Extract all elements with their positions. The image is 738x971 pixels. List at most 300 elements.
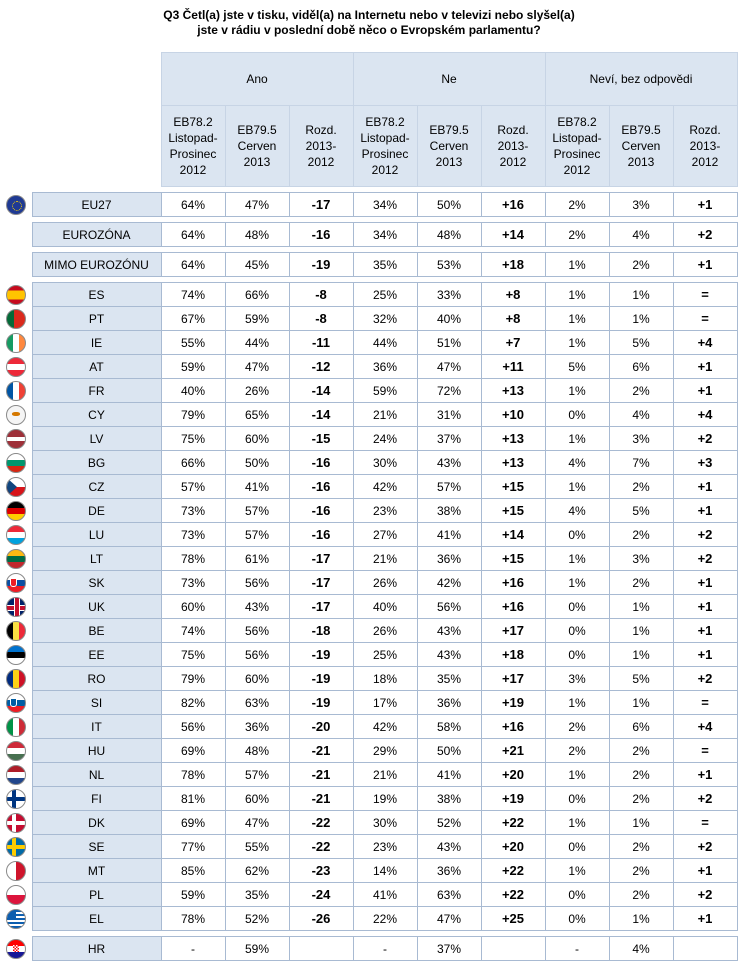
value-cell: 1% (609, 283, 673, 307)
value-cell: 18% (353, 667, 417, 691)
diff-cell: +2 (673, 427, 737, 451)
value-cell: 36% (417, 859, 481, 883)
value-cell: 1% (545, 379, 609, 403)
value-cell: 0% (545, 787, 609, 811)
value-cell: 65% (225, 403, 289, 427)
diff-cell: +22 (481, 811, 545, 835)
value-cell: 2% (609, 253, 673, 277)
value-cell: 2% (609, 379, 673, 403)
value-cell: 48% (225, 739, 289, 763)
diff-cell: +18 (481, 253, 545, 277)
value-cell: 75% (161, 643, 225, 667)
value-cell: 78% (161, 547, 225, 571)
flag-cell (0, 715, 32, 739)
value-cell: - (353, 937, 417, 961)
value-cell: 36% (417, 547, 481, 571)
diff-cell: +19 (481, 691, 545, 715)
diff-cell: -24 (289, 883, 353, 907)
value-cell: 1% (609, 691, 673, 715)
row-label: CZ (32, 475, 161, 499)
value-cell: 36% (225, 715, 289, 739)
uk-flag-icon (6, 597, 26, 617)
value-cell: 42% (353, 715, 417, 739)
row-label: SI (32, 691, 161, 715)
diff-cell: -23 (289, 859, 353, 883)
value-cell: 69% (161, 739, 225, 763)
diff-cell: -22 (289, 811, 353, 835)
table-row-si (0, 691, 737, 715)
value-cell: 58% (417, 715, 481, 739)
value-cell: 44% (353, 331, 417, 355)
diff-cell: +22 (481, 883, 545, 907)
diff-cell: = (673, 739, 737, 763)
value-cell: 35% (353, 253, 417, 277)
value-cell: 57% (225, 763, 289, 787)
value-cell: 0% (545, 595, 609, 619)
value-cell: 1% (545, 331, 609, 355)
value-cell: 60% (225, 427, 289, 451)
flag-cell (0, 355, 32, 379)
row-label: IT (32, 715, 161, 739)
diff-cell: +18 (481, 643, 545, 667)
row-label: MIMO EUROZÓNU (32, 253, 161, 277)
diff-cell: +14 (481, 523, 545, 547)
value-cell: 64% (161, 193, 225, 217)
diff-cell: +4 (673, 715, 737, 739)
diff-cell: +1 (673, 763, 737, 787)
diff-cell: +2 (673, 787, 737, 811)
value-cell: 40% (161, 379, 225, 403)
value-cell: - (545, 937, 609, 961)
row-label: HR (32, 937, 161, 961)
diff-cell: -21 (289, 763, 353, 787)
flag-cell (0, 547, 32, 571)
flag-cell (0, 937, 32, 961)
diff-cell: +16 (481, 571, 545, 595)
value-cell: 47% (417, 355, 481, 379)
lt-flag-icon (6, 549, 26, 569)
fr-flag-icon (6, 381, 26, 401)
value-cell: 27% (353, 523, 417, 547)
value-cell: 56% (161, 715, 225, 739)
value-cell: 41% (353, 883, 417, 907)
diff-cell: -12 (289, 355, 353, 379)
diff-cell: +14 (481, 223, 545, 247)
ie-flag-icon (6, 333, 26, 353)
diff-cell: -26 (289, 907, 353, 931)
row-label: PL (32, 883, 161, 907)
value-cell: 2% (609, 763, 673, 787)
value-cell: 3% (609, 427, 673, 451)
diff-cell: -17 (289, 193, 353, 217)
table-row-el (0, 907, 737, 931)
diff-cell: +20 (481, 763, 545, 787)
value-cell: 63% (417, 883, 481, 907)
value-cell: 2% (545, 739, 609, 763)
table-row-pl (0, 883, 737, 907)
table-row-cz (0, 475, 737, 499)
diff-cell: -14 (289, 379, 353, 403)
value-cell: 38% (417, 499, 481, 523)
diff-cell: +21 (481, 739, 545, 763)
diff-cell: = (673, 691, 737, 715)
value-cell: 57% (161, 475, 225, 499)
table-row-bg (0, 451, 737, 475)
flag-cell (0, 835, 32, 859)
value-cell: 1% (545, 475, 609, 499)
value-cell: 1% (545, 253, 609, 277)
diff-cell: -16 (289, 499, 353, 523)
group-header-ano: Ano (161, 53, 353, 106)
table-row-lt (0, 547, 737, 571)
flag-cell (0, 403, 32, 427)
table-row-dk (0, 811, 737, 835)
group-header-ne: Ne (353, 53, 545, 106)
diff-cell: +16 (481, 193, 545, 217)
it-flag-icon (6, 717, 26, 737)
value-cell: 2% (609, 883, 673, 907)
table-row-it (0, 715, 737, 739)
value-cell: 57% (225, 499, 289, 523)
value-cell: 5% (609, 499, 673, 523)
diff-cell: +2 (673, 835, 737, 859)
value-cell: 67% (161, 307, 225, 331)
row-label: FI (32, 787, 161, 811)
value-cell: 36% (353, 355, 417, 379)
value-cell: 43% (225, 595, 289, 619)
value-cell: 4% (609, 223, 673, 247)
pl-flag-icon (6, 885, 26, 905)
value-cell: 1% (545, 547, 609, 571)
diff-cell: +16 (481, 715, 545, 739)
flag-cell (0, 667, 32, 691)
diff-cell: +15 (481, 547, 545, 571)
diff-cell: +1 (673, 193, 737, 217)
value-cell: 79% (161, 403, 225, 427)
value-cell: 43% (417, 451, 481, 475)
lv-flag-icon (6, 429, 26, 449)
diff-cell: = (673, 811, 737, 835)
diff-cell (289, 937, 353, 961)
diff-cell: -22 (289, 835, 353, 859)
value-cell: 2% (609, 475, 673, 499)
value-cell: 26% (353, 619, 417, 643)
value-cell: 35% (225, 883, 289, 907)
row-label: HU (32, 739, 161, 763)
value-cell: 22% (353, 907, 417, 931)
value-cell: 69% (161, 811, 225, 835)
value-cell: 57% (417, 475, 481, 499)
value-cell: 36% (417, 691, 481, 715)
diff-cell: +8 (481, 283, 545, 307)
table-row-mt (0, 859, 737, 883)
value-cell: 30% (353, 811, 417, 835)
value-cell: 5% (545, 355, 609, 379)
diff-cell: -19 (289, 667, 353, 691)
subheader-ne-eb795: EB79.5 Cerven 2013 (417, 106, 481, 187)
diff-cell: +15 (481, 475, 545, 499)
value-cell: 35% (417, 667, 481, 691)
diff-cell: +8 (481, 307, 545, 331)
eu-flag-icon (6, 195, 26, 215)
diff-cell: = (673, 307, 737, 331)
value-cell: 14% (353, 859, 417, 883)
value-cell: 2% (545, 223, 609, 247)
value-cell: 21% (353, 547, 417, 571)
value-cell: 61% (225, 547, 289, 571)
flag-cell (0, 595, 32, 619)
value-cell: 43% (417, 619, 481, 643)
value-cell: 79% (161, 667, 225, 691)
diff-cell: +1 (673, 499, 737, 523)
value-cell: 60% (225, 787, 289, 811)
value-cell: 81% (161, 787, 225, 811)
flag-cell (0, 379, 32, 403)
value-cell: 21% (353, 763, 417, 787)
diff-cell: +2 (673, 883, 737, 907)
subheader-nevi-eb795: EB79.5 Cerven 2013 (609, 106, 673, 187)
diff-cell: +11 (481, 355, 545, 379)
value-cell: 73% (161, 499, 225, 523)
value-cell: 5% (609, 331, 673, 355)
row-label: SE (32, 835, 161, 859)
value-cell: 2% (545, 715, 609, 739)
flag-cell (0, 619, 32, 643)
value-cell: 62% (225, 859, 289, 883)
gr-flag-icon (6, 909, 26, 929)
value-cell: 73% (161, 571, 225, 595)
value-cell: 2% (545, 193, 609, 217)
value-cell: 25% (353, 643, 417, 667)
flag-cell (0, 427, 32, 451)
value-cell: 72% (417, 379, 481, 403)
si-flag-icon (6, 693, 26, 713)
table-row-uk (0, 595, 737, 619)
table-row-se (0, 835, 737, 859)
table-row-hu (0, 739, 737, 763)
flag-cell (0, 859, 32, 883)
value-cell: 3% (609, 547, 673, 571)
table-row-be (0, 619, 737, 643)
value-cell: 6% (609, 355, 673, 379)
diff-cell: +13 (481, 379, 545, 403)
diff-cell: +13 (481, 451, 545, 475)
flag-cell (0, 811, 32, 835)
table-row-ee (0, 643, 737, 667)
row-label: EUROZÓNA (32, 223, 161, 247)
diff-cell: +25 (481, 907, 545, 931)
value-cell: 52% (417, 811, 481, 835)
value-cell: 44% (225, 331, 289, 355)
value-cell: 50% (417, 739, 481, 763)
value-cell: 0% (545, 619, 609, 643)
value-cell: 43% (417, 643, 481, 667)
diff-cell: -19 (289, 643, 353, 667)
table-row-de (0, 499, 737, 523)
table-row-lu (0, 523, 737, 547)
table-row-cy (0, 403, 737, 427)
row-label: DK (32, 811, 161, 835)
es-flag-icon (6, 285, 26, 305)
nl-flag-icon (6, 765, 26, 785)
flag-cell (0, 739, 32, 763)
flag-cell (0, 643, 32, 667)
diff-cell: +17 (481, 619, 545, 643)
diff-cell: -19 (289, 253, 353, 277)
value-cell: 1% (609, 595, 673, 619)
value-cell: 26% (353, 571, 417, 595)
table-row-sk (0, 571, 737, 595)
table-row-nl (0, 763, 737, 787)
value-cell: 59% (225, 307, 289, 331)
diff-cell: -17 (289, 547, 353, 571)
value-cell: 1% (609, 907, 673, 931)
diff-cell: +1 (673, 475, 737, 499)
subheader-nevi-eb782: EB78.2 Listopad- Prosinec 2012 (545, 106, 609, 187)
de-flag-icon (6, 501, 26, 521)
value-cell: 40% (353, 595, 417, 619)
diff-cell: +1 (673, 595, 737, 619)
table-row-ie (0, 331, 737, 355)
value-cell: 59% (353, 379, 417, 403)
diff-cell: +7 (481, 331, 545, 355)
value-cell: 1% (545, 859, 609, 883)
row-label: EU27 (32, 193, 161, 217)
value-cell: 66% (161, 451, 225, 475)
flag-cell (0, 763, 32, 787)
value-cell: 55% (161, 331, 225, 355)
value-cell: 41% (225, 475, 289, 499)
row-label: EE (32, 643, 161, 667)
value-cell: 56% (225, 619, 289, 643)
value-cell: 57% (225, 523, 289, 547)
diff-cell: +16 (481, 595, 545, 619)
value-cell: 29% (353, 739, 417, 763)
flag-cell (0, 883, 32, 907)
diff-cell: -16 (289, 223, 353, 247)
value-cell: 3% (545, 667, 609, 691)
value-cell: 34% (353, 223, 417, 247)
diff-cell: -17 (289, 571, 353, 595)
flag-cell (0, 907, 32, 931)
row-label: LU (32, 523, 161, 547)
value-cell: 59% (161, 883, 225, 907)
value-cell: 4% (609, 937, 673, 961)
value-cell: 0% (545, 883, 609, 907)
diff-cell: +1 (673, 859, 737, 883)
diff-cell: +4 (673, 403, 737, 427)
value-cell: 1% (609, 643, 673, 667)
value-cell: 41% (417, 763, 481, 787)
table-row-mimo-eurozónu (0, 253, 737, 277)
value-cell: 1% (545, 571, 609, 595)
table-row-at (0, 355, 737, 379)
value-cell: 53% (417, 253, 481, 277)
value-cell: 34% (353, 193, 417, 217)
value-cell: 0% (545, 835, 609, 859)
value-cell: 66% (225, 283, 289, 307)
value-cell: 19% (353, 787, 417, 811)
row-label: CY (32, 403, 161, 427)
chart-title (0, 8, 738, 38)
cz-flag-icon (6, 477, 26, 497)
diff-cell: +1 (673, 379, 737, 403)
flag-cell (0, 523, 32, 547)
diff-cell: +22 (481, 859, 545, 883)
diff-cell (673, 937, 737, 961)
diff-cell: +17 (481, 667, 545, 691)
diff-cell: -16 (289, 475, 353, 499)
value-cell: 4% (545, 499, 609, 523)
table-row-hr (0, 937, 737, 961)
flag-cell (0, 787, 32, 811)
value-cell: 48% (417, 223, 481, 247)
flag-cell (0, 307, 32, 331)
diff-cell: -14 (289, 403, 353, 427)
group-header-nevi: Neví, bez odpovědi (545, 53, 737, 106)
table-row-eu27 (0, 193, 737, 217)
diff-cell: +13 (481, 427, 545, 451)
diff-cell: +19 (481, 787, 545, 811)
hr-flag-icon (6, 939, 26, 959)
value-cell: 30% (353, 451, 417, 475)
diff-cell: -17 (289, 595, 353, 619)
table-row-lv (0, 427, 737, 451)
at-flag-icon (6, 357, 26, 377)
table-row-fi (0, 787, 737, 811)
flag-cell (0, 253, 32, 277)
row-label: ES (32, 283, 161, 307)
value-cell: 47% (225, 193, 289, 217)
flag-cell (0, 499, 32, 523)
value-cell: 47% (225, 811, 289, 835)
row-label: DE (32, 499, 161, 523)
row-label: BG (32, 451, 161, 475)
value-cell: 2% (609, 859, 673, 883)
flag-cell (0, 475, 32, 499)
value-cell: 75% (161, 427, 225, 451)
row-label: LT (32, 547, 161, 571)
table-row-fr (0, 379, 737, 403)
dk-flag-icon (6, 813, 26, 833)
row-label: BE (32, 619, 161, 643)
value-cell: 0% (545, 907, 609, 931)
value-cell: 64% (161, 223, 225, 247)
value-cell: 17% (353, 691, 417, 715)
value-cell: 1% (609, 307, 673, 331)
flag-cell (0, 331, 32, 355)
value-cell: 48% (225, 223, 289, 247)
value-cell: 23% (353, 499, 417, 523)
value-cell: 60% (225, 667, 289, 691)
value-cell: 0% (545, 523, 609, 547)
diff-cell: +2 (673, 523, 737, 547)
value-cell: 21% (353, 403, 417, 427)
diff-cell: +20 (481, 835, 545, 859)
value-cell: 50% (417, 193, 481, 217)
table-row-eurozóna (0, 223, 737, 247)
hu-flag-icon (6, 741, 26, 761)
value-cell: 55% (225, 835, 289, 859)
value-cell: - (161, 937, 225, 961)
value-cell: 37% (417, 937, 481, 961)
row-label: FR (32, 379, 161, 403)
value-cell: 31% (417, 403, 481, 427)
flag-cell (0, 283, 32, 307)
value-cell: 2% (609, 835, 673, 859)
diff-cell: +2 (673, 223, 737, 247)
value-cell: 2% (609, 523, 673, 547)
